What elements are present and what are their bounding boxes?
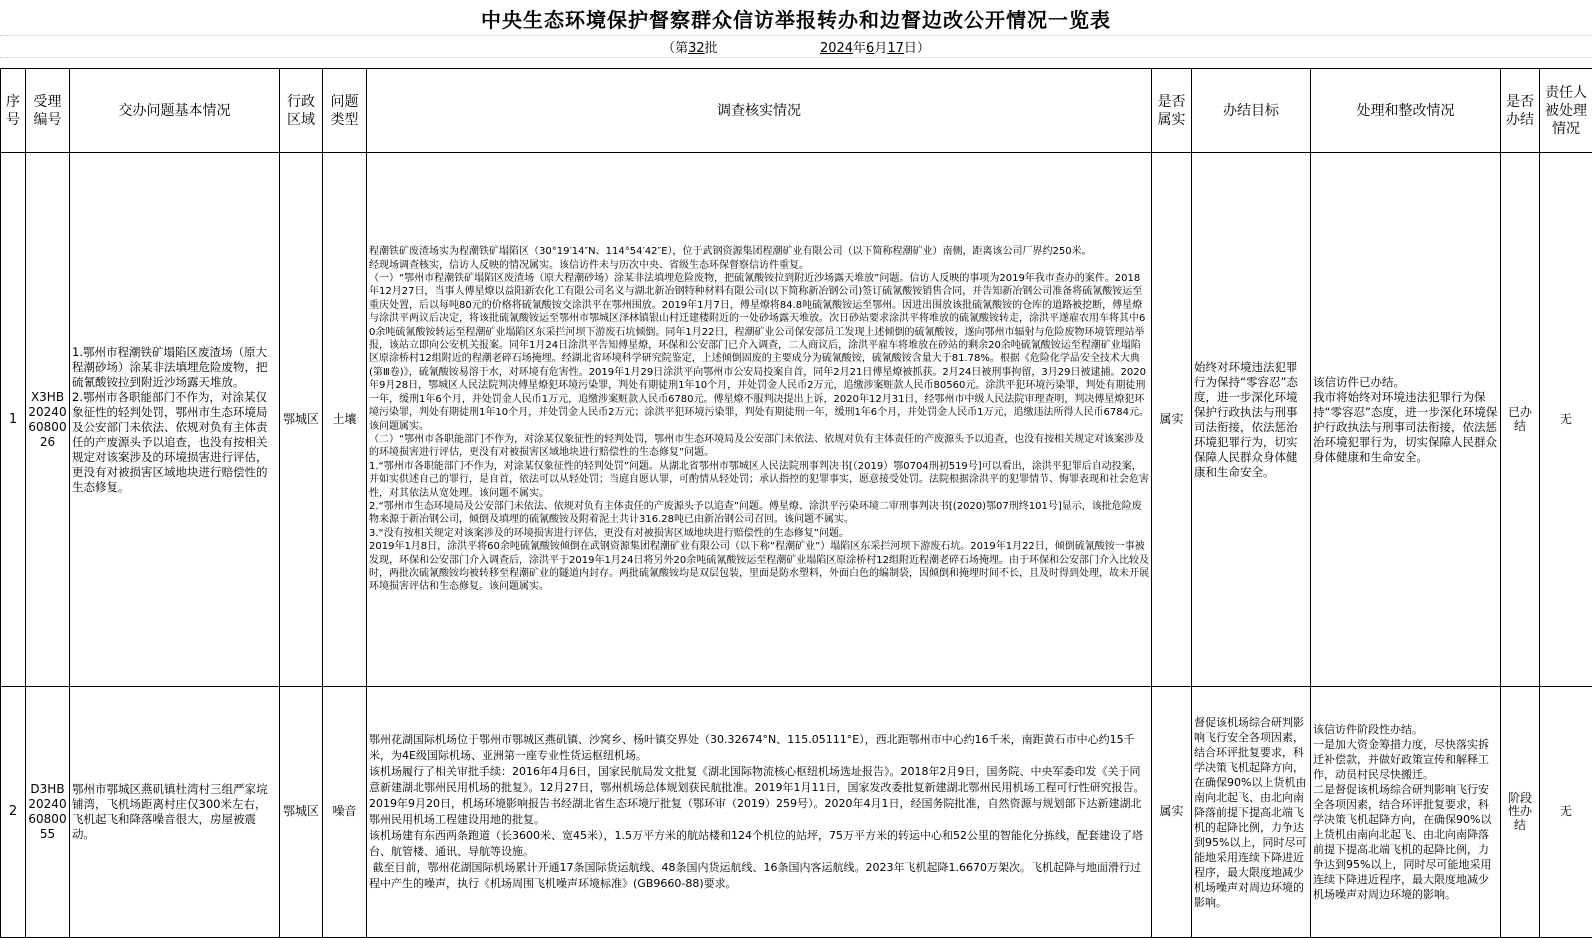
cell-closed: 阶段性办结 xyxy=(1501,687,1540,938)
page-title: 中央生态环境保护督察群众信访举报转办和边督边改公开情况一览表 xyxy=(481,8,1111,32)
date-year-suffix: 年 xyxy=(853,41,867,56)
date-year: 2024 xyxy=(819,41,854,56)
cell-code: D3HB202406080055 xyxy=(26,687,70,938)
page-subtitle xyxy=(0,37,1592,56)
title-gridline xyxy=(0,35,1592,36)
cell-region: 鄂城区 xyxy=(280,687,323,938)
table-row xyxy=(1,153,1592,687)
header-closed: 是否办结 xyxy=(1501,69,1540,153)
header-region: 行政区域 xyxy=(280,69,323,153)
cell-accountable: 无 xyxy=(1540,687,1592,938)
cell-investigation: 鄂州花湖国际机场位于鄂州市鄂城区燕矶镇、沙窝乡、杨叶镇交界处（30.32674°N、115.05111°E），西北距鄂州市中心约16千米，南距黄石市中心约15千米，为4E级国际机场、亚洲第一座专业性货运枢纽机场。 该机场履行了相关审批手续：2016年4月6日，国家民航局发文批复《湖北国际物流核心枢纽机场选址报告》。2018年2月9日，国务院、中央军委印发《关于同意新建湖北鄂州民用机场的批复》。12月27日，鄂州机场总体规划获民航批准。2019年1月11日，国家发改委批复新建湖北鄂州民用机场工程可行性研究报告。2019年9月20日，机场环境影响报告书经湖北省生态环境厅批复（鄂环审（2019）259号）。2020年4月1日，经国务院批准，自然资源与规划部下达新建湖北鄂州民用机场工程建设用地的批复。 该机场建有东西两条跑道（长3600米、宽45米），1.5万平方米的航站楼和124个机位的站坪，75万平方米的转运中心和52公里的智能化分拣线，配套建设了塔台、航管楼、通讯、导航等设施。 截至目前，鄂州花湖国际机场累计开通17条国际货运航线、48条国内货运航线、16条国内客运航线。2023年飞机起降1.6670万架次。飞机起降与地面滑行过程中产生的噪声，执行《机场周围飞机噪声环境标准》(GB9660-88)要求。 xyxy=(367,687,1152,938)
petition-table xyxy=(0,68,1592,938)
header-type: 问题类型 xyxy=(323,69,367,153)
header-code: 受理编号 xyxy=(26,69,70,153)
header-handling: 处理和整改情况 xyxy=(1311,69,1501,153)
table-row xyxy=(1,687,1592,938)
cell-closed: 已办结 xyxy=(1501,153,1540,687)
date-month-suffix: 月 xyxy=(874,41,888,56)
date-day-suffix: 日） xyxy=(903,41,930,56)
cell-handling: 该信访件已办结。 我市将始终对环境违法犯罪行为保持“零容忍”态度，进一步深化环境保护行政执法与刑事司法衔接，依法惩治环境犯罪行为，切实保障人民群众身体健康和生命安全。 xyxy=(1311,153,1501,687)
cell-issue: 1.鄂州市程潮铁矿塌陷区废渣场（原大程潮砂场）涂某非法填埋危险废物，把硫氰酸铵拉到附近沙场露天堆放。 2.鄂州市各职能部门不作为，对涂某仅象征性的轻判处罚，鄂州市生态环境局及公安部门未依法、依规对负有主体责任的产废源头予以追查，也没有按相关规定对该案涉及的环境损害进行评估，更没有对被损害区域地块进行赔偿性的生态修复。 xyxy=(70,153,280,687)
date-label xyxy=(820,41,930,56)
subtitle-gridline xyxy=(0,57,1592,58)
header-seq: 序号 xyxy=(1,69,26,153)
date-day: 17 xyxy=(887,41,904,56)
cell-verified: 属实 xyxy=(1152,153,1192,687)
date-month: 6 xyxy=(866,41,875,56)
cell-verified: 属实 xyxy=(1152,687,1192,938)
header-issue: 交办问题基本情况 xyxy=(70,69,280,153)
cell-goal: 督促该机场综合研判影响飞行安全各项因素，结合环评批复要求，科学决策飞机起降方向，在确保90%以上货机由南向北起飞、由北向南降落前提下提高北端飞机的起降比例，力争达到95%以上，同时尽可能地采用连续下降进近程序，最大限度地减少机场噪声对周边环境的影响。 xyxy=(1192,687,1311,938)
cell-code: X3HB202406080026 xyxy=(26,153,70,687)
header-investigation: 调查核实情况 xyxy=(367,69,1152,153)
header-verified: 是否属实 xyxy=(1152,69,1192,153)
cell-region: 鄂城区 xyxy=(280,153,323,687)
batch-label xyxy=(662,41,718,56)
cell-type: 噪音 xyxy=(323,687,367,938)
cell-handling: 该信访件阶段性办结。 一是加大资金筹措力度，尽快落实拆迁补偿款，并做好政策宣传和解释工作，动员村民尽快搬迁。 二是督促该机场综合研判影响飞行安全各项因素，结合环评批复要求，科学决策飞机起降方向，在确保90%以上货机由南向北起飞、由北向南降落前提下提高北端飞机的起降比例，力争达到95%以上，同时尽可能地采用连续下降进近程序，最大限度地减少机场噪声对周边环境的影响。 xyxy=(1311,687,1501,938)
cell-issue: 鄂州市鄂城区燕矶镇杜湾村三组严家垸铺湾，飞机场距离村庄仅300米左右，飞机起飞和降落噪音很大，房屋被震动。 xyxy=(70,687,280,938)
header-goal: 办结目标 xyxy=(1192,69,1311,153)
table-header-row xyxy=(1,69,1592,153)
cell-seq: 1 xyxy=(1,153,26,687)
cell-seq: 2 xyxy=(1,687,26,938)
cell-goal: 始终对环境违法犯罪行为保持“零容忍”态度，进一步深化环境保护行政执法与刑事司法衔接，依法惩治环境犯罪行为，切实保障人民群众身体健康和生命安全。 xyxy=(1192,153,1311,687)
batch-close: 批 xyxy=(704,41,718,56)
batch-open: （第 xyxy=(662,41,689,56)
cell-investigation: 程潮铁矿废渣场实为程潮铁矿塌陷区（30°19′14″N、114°54′42″E），位于武钢资源集团程潮矿业有限公司（以下简称程潮矿业）南侧，距离该公司厂界约250米。 经现场调查核实，信访人反映的情况属实。该信访件未与历次中央、省级生态环保督察信访件重复。 （一）“鄂州市程潮铁矿塌陷区废渣场（原大程潮砂场）涂某非法填埋危险废物，把硫氰酸铵拉到附近沙场露天堆放”问题。信访人反映的事项为2019年我市查办的案件。2018年12月27日，当事人傅星燎以益阳新农化工有限公司名义与湖北新冶钢特种材料有限公司(以下简称新冶钢公司)签订硫氰酸铵销售合同，并告知新冶钢公司准备将硫氰酸铵运至重庆处置，后以每吨80元的价格将硫氰酸铵交涂洪平在鄂州围放。2019年1月7日，傅星燎将84.8吨硫氰酸铵运至鄂州。因进出围放该批硫氰酸铵的仓库的道路被挖断，傅星燎与涂洪平两议后决定，将该批硫氰酸铵运至鄂州市鄂城区泽林镇银山村迁建楼附近的一处砂场露天堆放。次日砂站要求涂洪平将堆放的硫氰酸铵转走，涂洪平遂雇农用车将其中60余吨硫氰酸铵转运至程潮矿业塌陷区东采拦河坝下游废石坑倾倒。同年1月22日，程潮矿业公司保安部员工发现上述倾倒的硫氰酸铵，遂向鄂州市辐射与危险废物环境管理站举报，该站立即向公安机关报案。同年1月24日涂洪平告知傅星燎，环保和公安部门已介入调查，二人商议后，涂洪平雇车将堆放在砂站的剩余20余吨硫氰酸铵运至程潮矿业塌陷区原涂桥村12组附近的程潮老碎石场掩埋。经湖北省环境科学研究院鉴定，上述倾倒固废的主要成分为硫氰酸铵，硫氰酸铵含量大于81.78%。根据《危险化学品安全技术大典(第Ⅲ卷)》，硫氰酸铵易溶于水，对环境有危害性。2019年1月29日涂洪平向鄂州市公安局投案自首，同年2月21日傅星燎被抓获。2月24日被刑事拘留，3月29日被逮捕。2020年9月28日，鄂城区人民法院判决傅星燎犯环境污染罪，判处有期徒刑1年10个月，并处罚金人民币2万元，追缴涉案赃款人民币80560元。涂洪平犯环境污染罪，判处有期徒刑一年，缓刑1年6个月，并处罚金人民币1万元，追缴涉案赃款人民币6780元。傅星燎不服判决提出上诉，2020年12月31日，经鄂州市中级人民法院审理查明，判决傅星燎犯环境污染罪，判处有期徒刑1年10个月，并处罚金人民币2万元；涂洪平犯环境污染罪，判处有期徒刑一年，缓刑1年6个月，并处罚金人民币1万元，追缴违法所得人民币6784元。该问题属实。 （二）“鄂州市各职能部门不作为，对涂某仅象征性的轻判处罚，鄂州市生态环境局及公安部门未依法、依规对负有主体责任的产废源头予以追查，也没有按相关规定对该案涉及的环境损害进行评估，更没有对被损害区域地块进行赔偿性的生态修复”问题。 1.“鄂州市各职能部门不作为，对涂某仅象征性的轻判处罚”问题。从湖北省鄂州市鄂城区人民法院刑事判决书[（2019）鄂0704刑初519号]可以看出，涂洪平犯罪后自动投案，并如实供述自己的罪行，是自首，依法可以从轻处罚；当庭自愿认罪，可酌情从轻处罚；承认指控的犯罪事实，愿意接受处罚。法院根据涂洪平的犯罪情节、悔罪表现和社会危害性，对其依法从宽处理。该问题不属实。 2.“鄂州市生态环境局及公安部门未依法、依规对负有主体责任的产废源头予以追查”问题。傅星燎、涂洪平污染环境二审刑事判决书[(2020)鄂07刑终101号]显示，该批危险废物来源于新冶钢公司，倾倒及填埋的硫氰酸铵及附着泥土共计316.28吨已由新冶钢公司召回。该问题不属实。 3.“没有按相关规定对该案涉及的环境损害进行评估，更没有对被损害区域地块进行赔偿性的生态修复”问题。 2019年1月8日，涂洪平将60余吨硫氰酸铵倾倒在武钢资源集团程潮矿业有限公司（以下称“程潮矿业”）塌陷区东采拦河坝下游废石坑。2019年1月22日，倾倒硫氰酸铵一事被发现，环保和公安部门介入调查后，涂洪平于2019年1月24日将另外20余吨硫氰酸铵运至程潮矿业塌陷区原涂桥村12组附近程潮老碎石场掩埋。由于环保和公安部门介入比较及时，两批次硫氰酸铵均被转移至程潮矿业的隧道内封存。两批硫氰酸铵均是双层包装，里面是防水塑料，外面白色的编制袋，因倾倒和掩埋时间不长，且及时得到处理，故未开展环境损害评估和生态修复。该问题属实。 xyxy=(367,153,1152,687)
batch-number: 32 xyxy=(688,41,705,56)
header-accountable: 责任人被处理情况 xyxy=(1540,69,1592,153)
cell-accountable: 无 xyxy=(1540,153,1592,687)
cell-type: 土壤 xyxy=(323,153,367,687)
